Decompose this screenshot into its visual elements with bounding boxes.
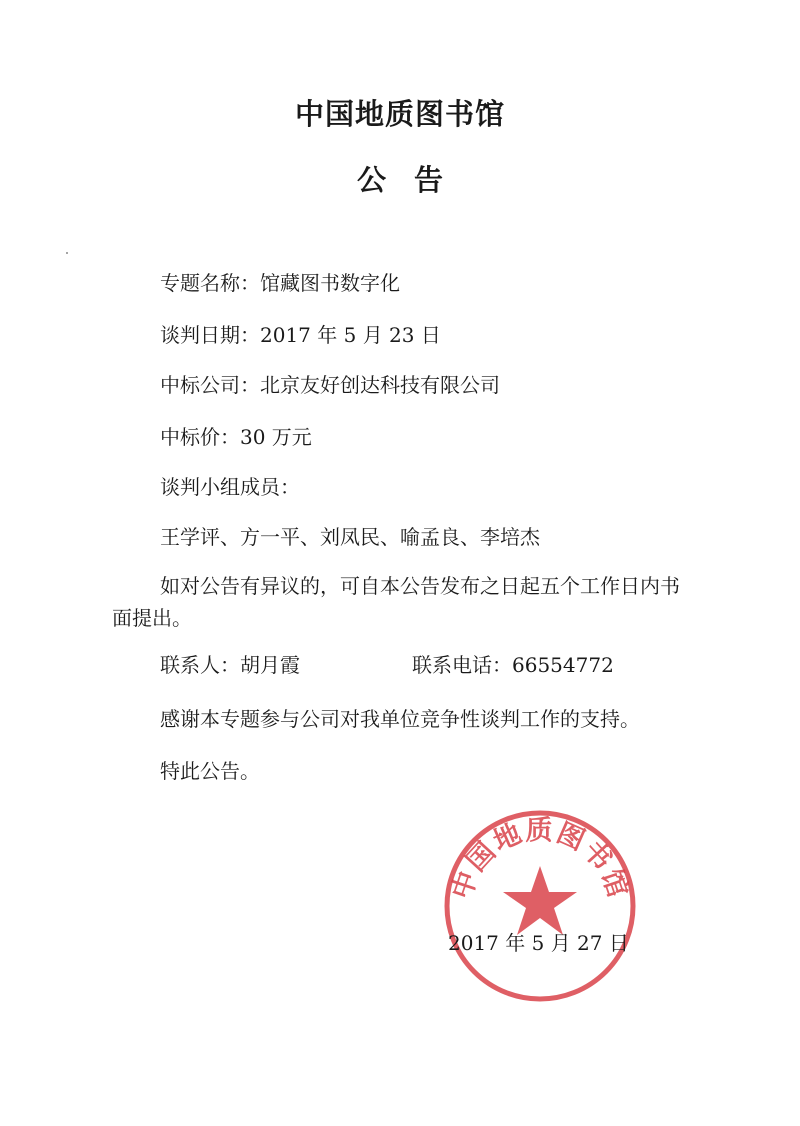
contact-person: 联系人：胡月霞 [160,653,300,677]
objection-notice: 如对公告有异议的，可自本公告发布之日起五个工作日内书面提出。 [112,574,680,630]
star-icon [503,866,577,935]
panel-members: 王学评、方一平、刘凤民、喻孟良、李培杰 [160,525,540,549]
thanks-line: 感谢本专题参与公司对我单位竞争性谈判工作的支持。 [160,707,640,731]
scan-speck [66,252,68,254]
organization-title: 中国地质图书馆 [294,97,505,131]
official-seal-stamp [442,808,638,1004]
stamp-text: 中国地质图书馆 [446,815,634,904]
document-title: 公告 [356,163,471,197]
winning-price-line: 中标价：30 万元 [160,425,312,449]
topic-line: 专题名称：馆藏图书数字化 [160,271,400,295]
contact-phone: 联系电话：66554772 [412,653,614,677]
signature-date: 2017 年 5 月 27 日 [448,931,629,955]
panel-label: 谈判小组成员： [160,475,300,499]
closing-line: 特此公告。 [160,759,260,783]
winning-company-line: 中标公司：北京友好创达科技有限公司 [160,373,500,397]
negotiation-date-line: 谈判日期：2017 年 5 月 23 日 [160,323,441,347]
